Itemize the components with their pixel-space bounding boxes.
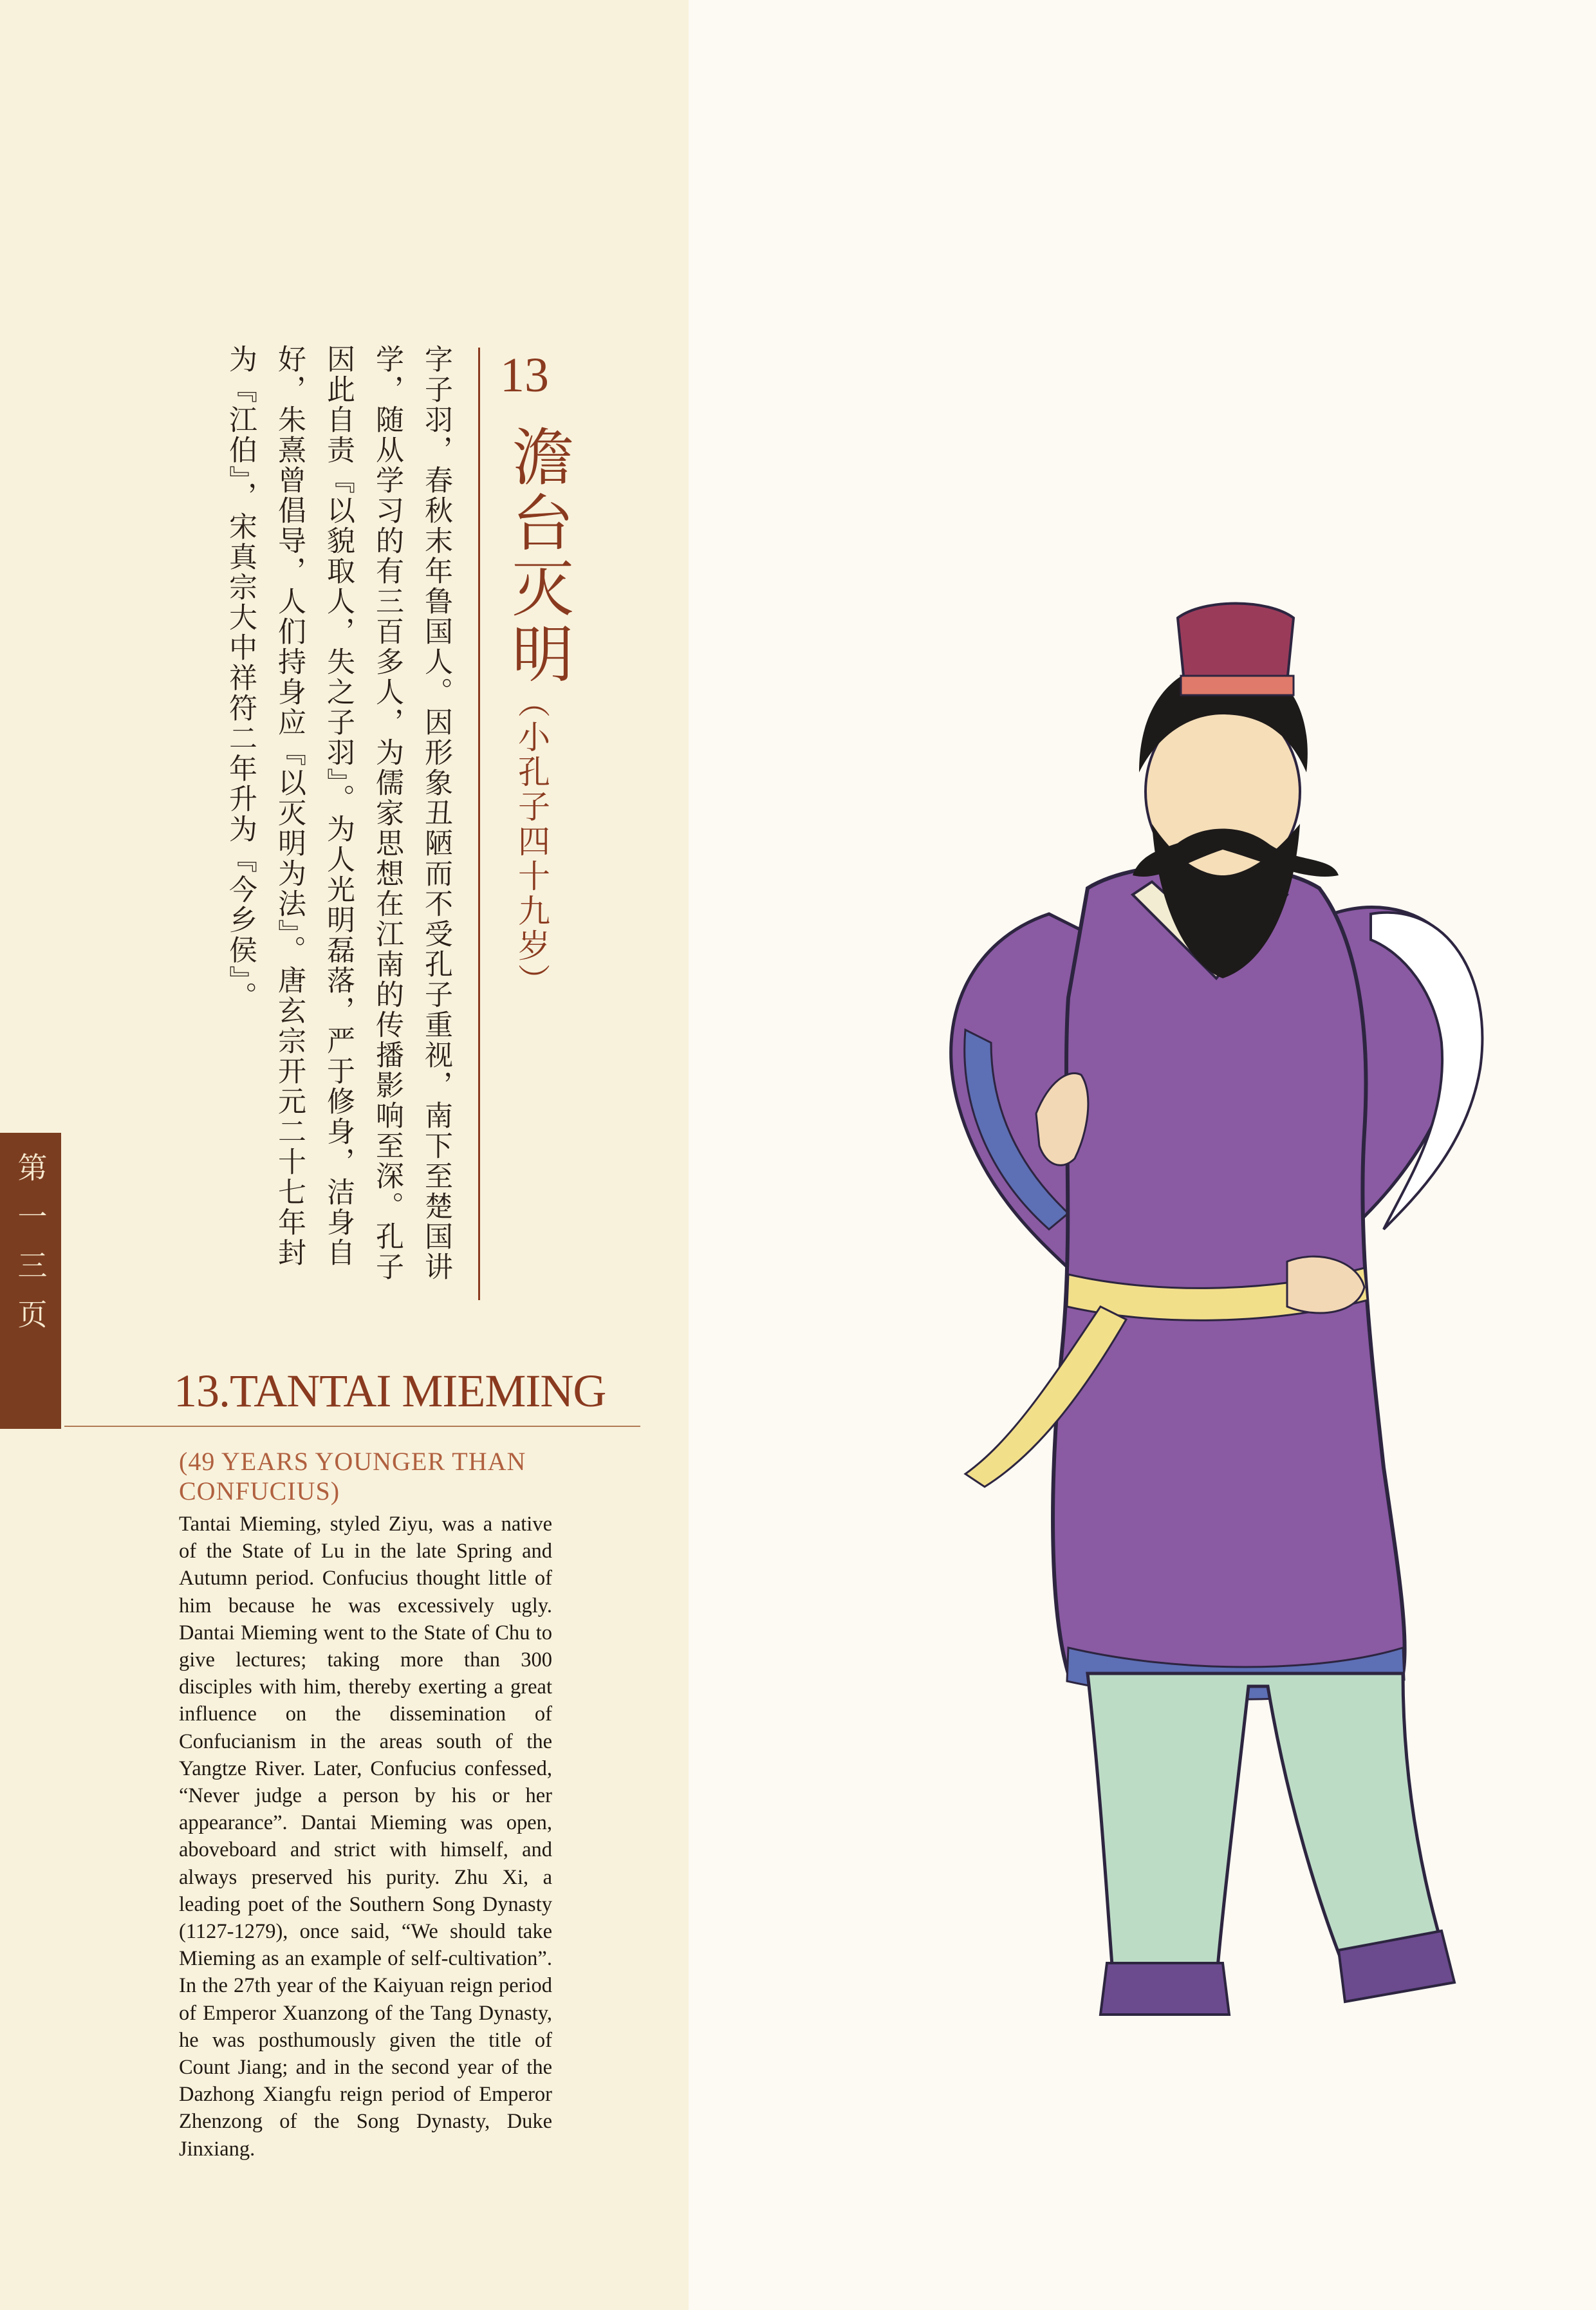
title-divider: [478, 348, 480, 1300]
hat: [1178, 604, 1294, 683]
english-subtitle: (49 YEARS YOUNGER THAN CONFUCIUS): [179, 1447, 526, 1505]
page-label: 第一三页: [13, 1152, 48, 1348]
english-title: 13.TANTAI MIEMING: [174, 1365, 606, 1417]
title-underline: [64, 1426, 640, 1427]
chinese-body-text: 字子羽，春秋末年鲁国人。因形象丑陋而不受孔子重视，南下至楚国讲学，随从学习的有三百多人，为儒家思想在江南的传播影响至深。孔子因此自责『以貌取人，失之子羽』。为人光明磊落，严于修身，洁身自好，朱熹曾倡导，人们持身应『以灭明为法』。唐玄宗开元二十七年封为『江伯』，宋真宗大中祥符二年升为『今乡侯』。: [224, 344, 452, 1282]
left-shoe: [1100, 1963, 1229, 2015]
entry-number: 13: [500, 348, 549, 402]
chinese-title: 澹台灭明: [502, 425, 574, 687]
english-body-text: Tantai Mieming, styled Ziyu, was a native of the State of Lu in the late Spring and Autumn period. Confucius thought little of him because he was excessively ugly. Dantai Mieming went to the State of Chu to give lectures; taking more than 300 disciples with him, thereby exerting a great influence on the dissemination of Confucianism in the areas south of the Yangtze River. Later, Confucius confessed, “Never judge a person by his or her appearance”. Dantai Mieming was open, aboveboard and strict with himself, and always preserved his purity. Zhu Xi, a leading poet of the Southern Song Dynasty (1127-1279), once said, “We should take Mieming as an example of self-cultivation”. In the 27th year of the Kaiyuan reign period of Emperor Xuanzong of the Tang Dynasty, he was posthumously given the title of Count Jiang; and in the second year of the Dazhong Xiangfu reign period of Emperor Zhenzong of the Song Dynasty, Duke Jinxiang.: [179, 1513, 552, 2161]
chinese-subtitle: （小孔子四十九岁）: [513, 685, 550, 998]
trousers: [1088, 1673, 1442, 1982]
scholar-illustration: [689, 579, 1596, 2060]
page-tab: [0, 1133, 61, 1429]
hat-band: [1181, 676, 1294, 695]
